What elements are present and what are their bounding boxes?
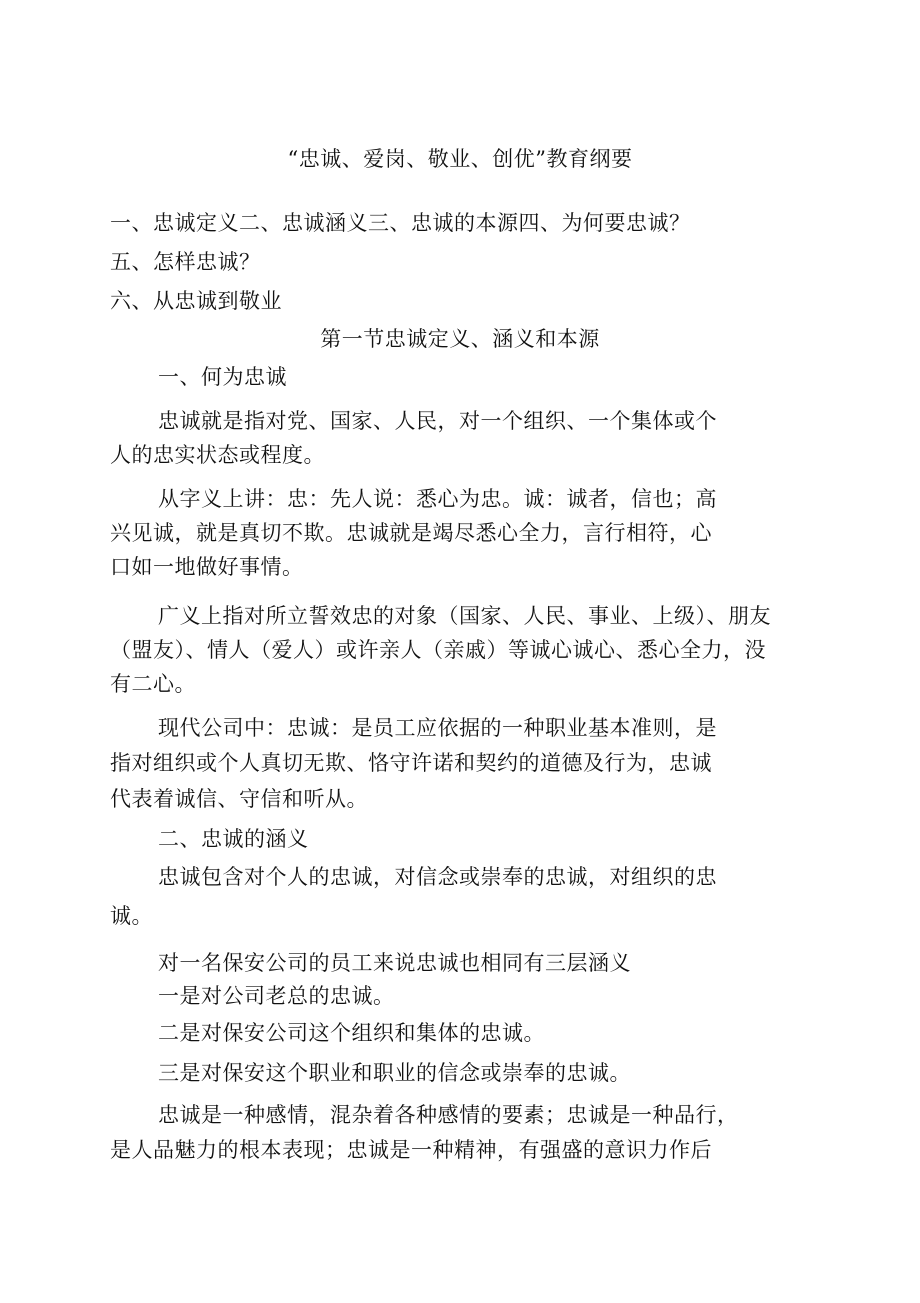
paragraph-connotation-line: 诚。 (110, 904, 153, 928)
paragraph-emotion-line: 是人品魅力的根本表现；忠诚是一种精神，有强盛的意识力作后 (110, 1138, 712, 1162)
paragraph-broad-line: 有二心。 (110, 672, 196, 696)
layer-item: 二是对保安公司这个组织和集体的忠诚。 (158, 1021, 545, 1045)
document-title: “忠诚、爱岗、敬业、创优”教育纲要 (287, 147, 633, 171)
paragraph-emotion-line: 忠诚是一种感情，混杂着各种感情的要素；忠诚是一种品行， (158, 1103, 739, 1127)
paragraph-modern-line: 现代公司中：忠诚：是员工应依据的一种职业基本准则，是 (158, 716, 717, 740)
heading-what-is-loyalty: 一、何为忠诚 (158, 365, 287, 389)
paragraph-broad-line: （盟友）、情人（爱人）或许亲人（亲戚）等诚心诚心、悉心全力，没 (110, 638, 766, 662)
outline-line-2: 五、怎样忠诚？ (110, 250, 261, 274)
paragraph-definition-line: 人的忠实状态或程度。 (110, 443, 325, 467)
paragraph-literal-line: 从字义上讲：忠：先人说：悉心为忠。诚：诚者，信也；高 (158, 487, 717, 511)
paragraph-literal-line: 兴见诚，就是真切不欺。忠诚就是竭尽悉心全力，言行相符，心 (110, 521, 712, 545)
outline-line-3: 六、从忠诚到敬业 (110, 289, 282, 313)
layer-item: 一是对公司老总的忠诚。 (158, 984, 395, 1008)
heading-connotation: 二、忠诚的涵义 (158, 827, 309, 851)
section-title: 第一节忠诚定义、涵义和本源 (320, 327, 600, 351)
outline-line-1: 一、忠诚定义二、忠诚涵义三、忠诚的本源四、为何要忠诚？ (110, 211, 691, 235)
paragraph-connotation-line: 忠诚包含对个人的忠诚，对信念或崇奉的忠诚，对组织的忠 (158, 865, 717, 889)
paragraph-security-staff: 对一名保安公司的员工来说忠诚也相同有三层涵义 (158, 951, 631, 975)
paragraph-definition-line: 忠诚就是指对党、国家、人民，对一个组织、一个集体或个 (158, 409, 717, 433)
paragraph-modern-line: 指对组织或个人真切无欺、恪守许诺和契约的道德及行为，忠诚 (110, 751, 712, 775)
paragraph-broad-line: 广义上指对所立誓效忠的对象（国家、人民、事业、上级）、朋友 (158, 604, 771, 628)
layer-item: 三是对保安这个职业和职业的信念或崇奉的忠诚。 (158, 1061, 631, 1085)
paragraph-literal-line: 口如一地做好事情。 (110, 555, 304, 579)
paragraph-modern-line: 代表着诚信、守信和听从。 (110, 787, 368, 811)
